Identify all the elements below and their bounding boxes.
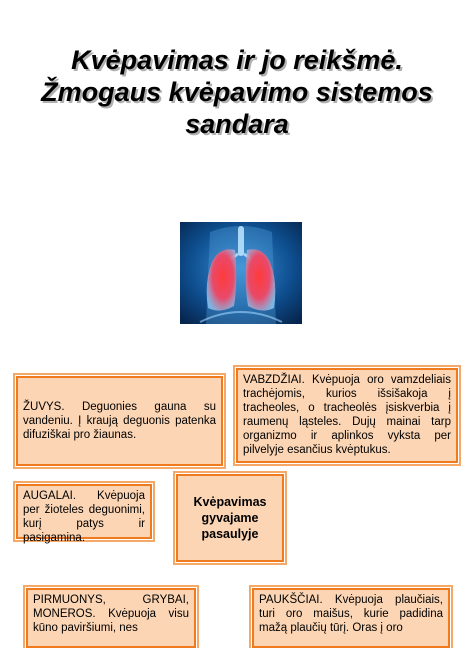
central-topic-text: Kvėpavimas gyvajame pasaulyje <box>193 495 267 541</box>
title-line-3: sandara <box>185 109 289 139</box>
central-topic-box <box>176 474 284 562</box>
fish-breathing-text: ŽUVYS. Deguonies gauna su vandeniu. Į kraują deguonis patenka difuziškai pro žiaunas. <box>23 401 216 441</box>
fish-breathing-box <box>16 376 223 466</box>
title-line-1: Kvėpavimas ir jo reikšmė. <box>71 45 403 75</box>
insects-breathing-text: VABZDŽIAI. Kvėpuoja oro vamzdeliais trachėjomis, kurios išsišakoja į tracheoles, o tracheolės įsiskverbia į raumenų ląsteles. Dujų mainai tarp organizmo ir aplinkos vyksta per pilvelyje esančius kvėptukus. <box>243 374 451 456</box>
plants-breathing-box <box>16 484 152 544</box>
page-title <box>0 44 474 140</box>
birds-breathing-box <box>252 588 450 648</box>
title-line-2: Žmogaus kvėpavimo sistemos <box>41 77 433 107</box>
plants-breathing-text: AUGALAI. Kvėpuoja per žioteles deguonimi, kurį patys ir pasigamina. <box>23 490 145 544</box>
lungs-illustration-icon <box>180 222 302 324</box>
protists-breathing-box <box>26 588 196 648</box>
birds-breathing-text: PAUKŠČIAI. Kvėpuoja plaučiais, turi oro maišus, kurie padidina mažą plaučių tūrį. Oras į oro <box>259 594 443 634</box>
insects-breathing-box <box>236 368 458 463</box>
protists-breathing-text: PIRMUONYS, GRYBAI, MONEROS. Kvėpuoja visu kūno paviršiumi, nes <box>33 594 189 634</box>
